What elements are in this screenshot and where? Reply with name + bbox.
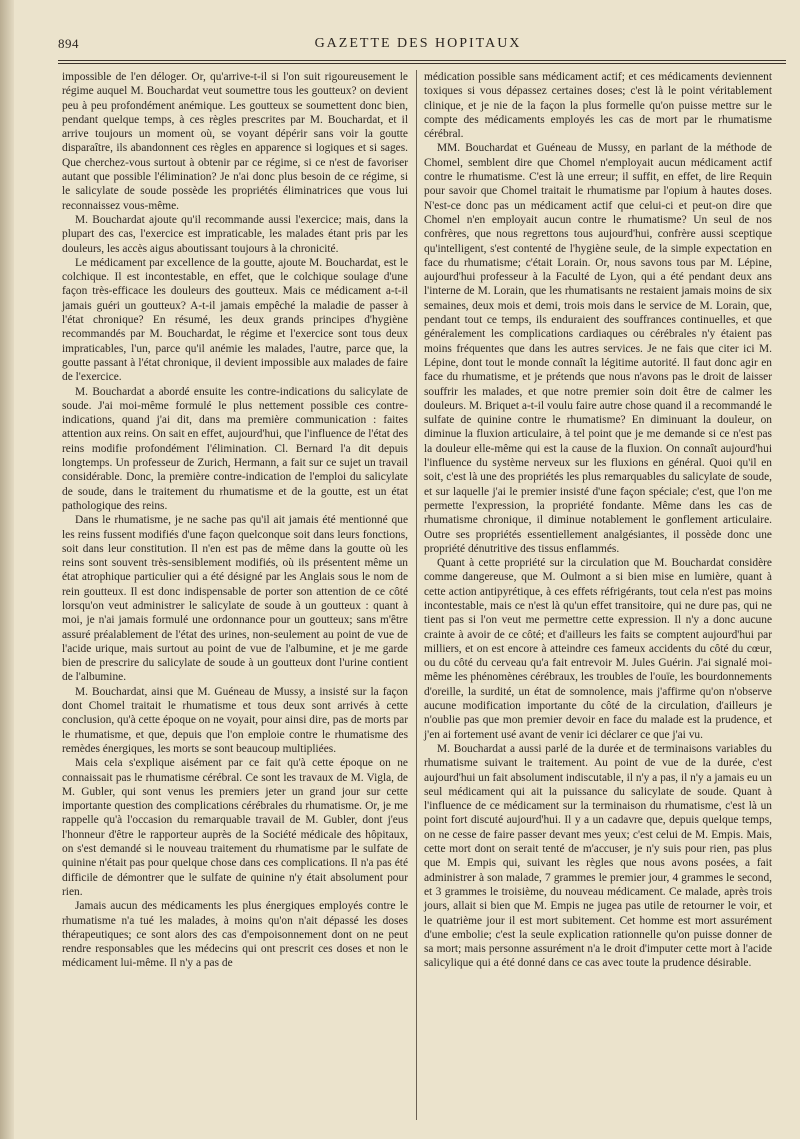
paragraph: Mais cela s'explique aisément par ce fait qu'à cette époque on ne connaissait pas le rhumatisme cérébral. Ce sont les travaux de M. Vigla, de M. Gubler, qui sont venus les premiers jeter un grand jour sur cette importante question des complications cérébrales du rhumatisme. Or, je me rappelle qu'à l'occasion du remarquable travail de M. Gubler, dont j'eus l'honneur d'être le rapporteur auprès de la Société médicale des hôpitaux, on s'est demandé si le nouveau traitement du rhumatisme par le sulfate de quinine n'était pas pour quelque chose dans ces complications. Il n'a pas été difficile de démontrer que le sulfate de quinine n'y était absolument pour rien. bbox=[62, 757, 408, 898]
page-binding-edge bbox=[0, 0, 14, 1139]
column-divider bbox=[416, 70, 417, 1120]
paragraph: M. Bouchardat a abordé ensuite les contre-indications du salicylate de soude. J'ai moi-même formulé le plus nettement possible ces contre-indications, quand j'ai dit, dans ma première communication : faites attention aux reins. On sait en effet, aujourd'hui, que l'influence de l'état des reins modifie profondément l'élimination. Cl. Bernard l'a dit depuis longtemps. Un professeur de Zurich, Hermann, a fait sur ce sujet un travail considérable. Donc, la première contre-indication de l'emploi du salicylate de soude, dans le traitement du rhumatisme et de la goutte, est un état pathologique des reins. bbox=[62, 385, 408, 512]
header-rule-thin bbox=[58, 63, 786, 64]
left-column bbox=[62, 70, 408, 971]
paragraph: impossible de l'en déloger. Or, qu'arrive-t-il si l'on suit rigoureusement le régime auquel M. Bouchardat veut soumettre tous les goutteux? on devient peu à peu profondément anémique. Les goutteux se soumettent donc bien, pendant quelque temps, à ces règles prescrites par M. Bouchardat, et il arrive toujours un moment où, se voyant dépérir sans voir la goutte disparaître, ils abandonnent ces règles en apparence si logiques et si sages. Que cherchez-vous surtout à obtenir par ce régime, si ce n'est de favoriser autant que possible l'élimination? Je n'ai donc plus besoin de ce régime, si le salicylate de soude possède les propriétés éliminatrices que vous lui reconnaissez vous-même. bbox=[62, 71, 408, 212]
paragraph: Jamais aucun des médicaments les plus énergiques employés contre le rhumatisme n'a tué les malades, à moins qu'on n'ait dépassé les doses thérapeutiques; ce sont alors des cas d'empoisonnement dont on ne peut rendre responsables que les médecins qui ont prescrit ces doses et non le médicament lui-même. Il n'y a pas de bbox=[62, 900, 408, 970]
paragraph: Le médicament par excellence de la goutte, ajoute M. Bouchardat, est le colchique. Il est incontestable, en effet, que le colchique soulage d'une façon très-efficace les douleurs des goutteux. Mais ce médicament a-t-il jamais guéri un goutteux? A-t-il jamais empêché la maladie de passer à l'état chronique? En résumé, les deux grands principes d'hygiène recommandés par M. Bouchardat, le régime et l'exercice sont tous deux impraticables, l'un, parce qu'il anémie les malades, l'autre, parce que, la goutte passant à l'état chronique, il devient impossible aux malades de faire de l'exercice. bbox=[62, 256, 408, 384]
paragraph: M. Bouchardat a aussi parlé de la durée et de terminaisons variables du rhumatisme suivant le traitement. Au point de vue de la durée, c'est aujourd'hui un fait absolument indiscutable, il n'y a pas, il n'y a jamais eu un seul médicament qui ait la puissance du salicylate de soude. Quant à l'influence de ce médicament sur la terminaison du rhumatisme, c'est là un point fort discuté aujourd'hui. Il y a un cadavre que, depuis quelque temps, on ne cesse de faire passer devant mes yeux; c'est celui de M. Empis. Mais, cette mort dont on serait tenté de m'accuser, je n'y suis pour rien, pas plus que M. Empis qui, suivant les règles que nous avons posées, a fait administrer à son malade, 7 grammes le premier jour, 4 grammes le second, et 3 grammes le troisième, du nouveau médicament. Ce malade, après trois jours, allait si bien que M. Empis ne jugea pas utile de retourner le voir, et le quatrième jour il est mort subitement. Cet homme est mort assurément d'une embolie; c'est la seule explication rationnelle qu'on puisse donner de sa mort; mais personne assurément n'a le droit d'imputer cette mort à l'acide salicylique qui a été donné dans ce cas avec toute la prudence désirable. bbox=[424, 742, 772, 970]
paragraph: M. Bouchardat ajoute qu'il recommande aussi l'exercice; mais, dans la plupart des cas, l'exercice est impraticable, les malades étant pris par les douleurs, les accès aigus aboutissant toujours à la chronicité. bbox=[62, 213, 408, 255]
paragraph: MM. Bouchardat et Guéneau de Mussy, en parlant de la méthode de Chomel, semblent dire que Chomel n'employait aucun médicament actif contre le rhumatisme. C'est là une erreur; il suffit, en effet, de lire Requin pour savoir que Chomel traitait le rhumatisme par l'opium à hautes doses. N'est-ce donc pas un médicament actif que celui-ci et peut-on dire que Chomel n'en employait aucun contre le rhumatisme? Un seul de nos confrères, que nous regrettons tous aujourd'hui, confrère aussi sceptique qu'intelligent, s'est contenté de l'hygiène seule, de la simple expectation en face du rhumatisme; c'était Lorain. Or, nous savons tous par M. Lépine, aujourd'hui professeur à la Faculté de Lyon, qui a été pendant deux ans l'interne de M. Lorain, que les rhumatisants ne restaient jamais moins de six semaines, deux mois et demi, trois mois dans le service de M. Lorain, que, pendant tout ce temps, ils enduraient des souffrances continuelles, et que généralement les complications cardiaques ou cérébrales n'y étaient pas moins fréquentes que dans les autres services. Je ne fais que citer ici M. Lépine, dont tout le monde connaît la légitime autorité. Il faut donc agir en face du rhumatisme, et je prétends que nous n'avons pas le droit de laisser souffrir les malades, et que notre premier soin doit être de calmer les douleurs. M. Briquet a-t-il voulu faire autre chose quand il a recommandé le sulfate de quinine contre le rhumatisme? En diminuant la douleur, on diminue la fluxion articulaire, à tel point que je me demande si ce n'est pas la douleur elle-même qui est la cause de la fluxion. On connaît aujourd'hui l'influence du système nerveux sur les fluxions en général. Quoi qu'il en soit, c'est là une des propriétés les plus remarquables du salicylate de soude, et sur laquelle j'ai le premier insisté d'une façon spéciale; c'est, que l'on me permette l'expression, la propriété fondante. Même dans les cas de rhumatisme chronique, il diminue notablement le gonflement articulaire. Outre ses propriétés essentiellement analgésiantes, il possède donc une propriété dénutritive des tissus enflammés. bbox=[424, 142, 772, 555]
header-rule bbox=[58, 60, 786, 61]
right-column bbox=[424, 70, 772, 971]
paragraph: Quant à cette propriété sur la circulation que M. Bouchardat considère comme dangereuse, que M. Oulmont a si bien mise en lumière, quant à cette action antipyrétique, à ces effets réfrigérants, tout cela n'est pas moins incontestable, mais ce n'est là qu'un effet transitoire, qui ne dure pas, qui ne tient pas si l'on veut me permettre cette expression. Il n'y a donc aucune crainte à avoir de ce côté; et d'ailleurs les faits se comptent aujourd'hui par milliers, et on est encore à atteindre ces fameux accidents du côté du cœur, ou du côté du cerveau qu'a fait entrevoir M. Jules Guérin. J'ai signalé moi-même les phénomènes cérébraux, les troubles de l'ouïe, les bourdonnements d'oreille, la surdité, un état de somnolence, mais j'affirme qu'on n'observe aucune modification importante du côté de la circulation, d'ailleurs je n'oublie pas que mon premier devoir en face du malade est la prudence, et j'en ai fortement usé avant de venir ici déclarer ce que j'ai vu. bbox=[424, 557, 772, 741]
page-header bbox=[58, 36, 778, 56]
paragraph: médication possible sans médicament actif; et ces médicaments deviennent toxiques si vous dépassez certaines doses; c'est là le point véritablement clinique, et je nie de la façon la plus formelle qu'on puisse mettre sur le compte des médicaments employés les cas de mort par le rhumatisme cérébral. bbox=[424, 71, 772, 141]
paragraph: M. Bouchardat, ainsi que M. Guéneau de Mussy, a insisté sur la façon dont Chomel traitait le rhumatisme et tous deux sont arrivés à cette conclusion, qu'à cette époque on ne voyait, pour ainsi dire, pas de morts par le rhumatisme, et que, depuis que l'on emploie contre le rhumatisme des remèdes énergiques, les morts se sont beaucoup multipliées. bbox=[62, 685, 408, 755]
paragraph: Dans le rhumatisme, je ne sache pas qu'il ait jamais été mentionné que les reins fussent modifiés d'une façon quelconque soit dans leurs fonctions, soit dans leur constitution. Il n'en est pas de même dans la goutte où les reins sont souvent très-sensiblement modifiés, où ils présentent même un état atrophique particulier qui a été désigné par les Anglais sous le nom de rein goutteux. Il est donc indispensable de porter son attention de ce côté lorsqu'on veut administrer le salicylate de soude à un goutteux : quant à moi, je n'ai jamais formulé une ordonnance pour un goutteux; sans m'être assuré préalablement de l'état des urines, non-seulement au point de vue de l'acide urique, mais surtout au point de vue de l'albumine, et je me garde bien de prescrire du salicylate de soude à un goutteux dont l'urine contient de l'albumine. bbox=[62, 514, 408, 684]
page-number: 894 bbox=[58, 36, 79, 51]
running-title: GAZETTE DES HOPITAUX bbox=[314, 36, 522, 51]
